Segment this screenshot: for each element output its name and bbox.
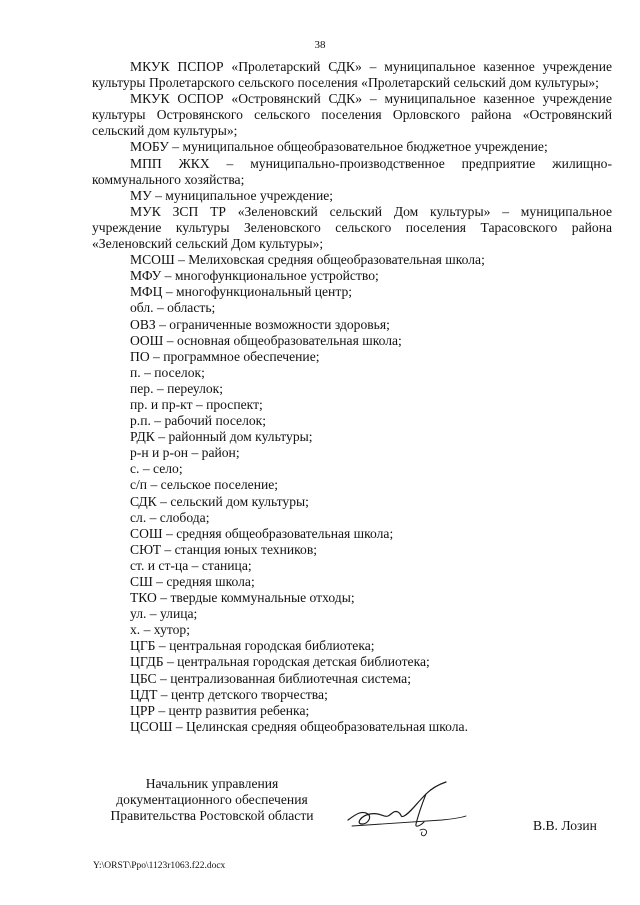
abbreviation-entry: СДК – сельский дом культуры; xyxy=(130,493,309,509)
abbreviation-entry: ул. – улица; xyxy=(130,606,198,622)
abbreviation-entry: ЦГБ – центральная городская библиотека; xyxy=(130,638,375,654)
signatory-name: В.В. Лозин xyxy=(533,818,597,833)
signatory-position-line: Правительства Ростовской области xyxy=(110,808,314,824)
page-number: 38 xyxy=(314,39,326,51)
abbreviation-entry: ЦСОШ – Целинская средняя общеобразовательная школа. xyxy=(130,718,468,734)
abbreviation-entry: ОВЗ – ограниченные возможности здоровья; xyxy=(130,316,390,332)
abbreviation-entry: ООШ – основная общеобразовательная школа; xyxy=(130,332,402,348)
signature-block xyxy=(92,776,612,846)
abbreviations-list xyxy=(92,59,612,735)
abbreviation-entry: МКУК ОСПОР «Островянский СДК» – муниципальное казенное учреждение культуры Островянского сельского поселения Орловского района «Островянский сельский дом культуры»; xyxy=(92,91,612,139)
abbreviation-entry: х. – хутор; xyxy=(130,622,190,638)
abbreviation-entry: обл. – область; xyxy=(130,300,216,316)
abbreviation-entry: ТКО – твердые коммунальные отходы; xyxy=(130,590,355,606)
abbreviation-entry: р.п. – рабочий поселок; xyxy=(130,413,267,429)
abbreviation-entry: МФЦ – многофункциональный центр; xyxy=(130,284,353,300)
abbreviation-entry: МФУ – многофункциональное устройство; xyxy=(130,268,379,284)
abbreviation-entry: с. – село; xyxy=(130,461,183,477)
signatory-position xyxy=(92,776,332,824)
abbreviation-entry: ЦБС – централизованная библиотечная система; xyxy=(130,670,411,686)
abbreviation-entry: ЦРР – центр развития ребенка; xyxy=(130,702,310,718)
abbreviation-entry: СШ – средняя школа; xyxy=(130,574,255,589)
abbreviation-entry: ст. и ст-ца – станица; xyxy=(130,557,252,573)
abbreviation-entry: с/п – сельское поселение; xyxy=(130,477,279,493)
abbreviation-entry: сл. – слобода; xyxy=(130,509,210,525)
abbreviation-entry: СЮТ – станция юных техников; xyxy=(130,541,318,557)
abbreviation-entry: МУК ЗСП ТР «Зеленовский сельский Дом культуры» – муниципальное учреждение культуры Зеленовского сельского поселения Тарасовского района «Зеленовский сельский Дом культуры»; xyxy=(92,203,612,252)
abbreviation-entry: ЦДТ – центр детского творчества; xyxy=(130,686,328,702)
abbreviation-entry: пр. и пр-кт – проспект; xyxy=(130,396,263,412)
abbreviation-entry: ПО – программное обеспечение; xyxy=(130,348,320,364)
abbreviation-entry: СОШ – средняя общеобразовательная школа; xyxy=(130,525,394,541)
abbreviation-entry: пер. – переулок; xyxy=(130,380,224,396)
abbreviation-entry: р-н и р-он – район; xyxy=(130,445,240,461)
abbreviation-entry: п. – поселок; xyxy=(130,364,205,380)
abbreviation-entry: МПП ЖКХ – муниципально-производственное предприятие жилищно-коммунального хозяйства; xyxy=(92,155,612,187)
abbreviation-entry: МОБУ – муниципальное общеобразовательное бюджетное учреждение; xyxy=(130,139,548,155)
abbreviation-entry: МКУК ПСПОР «Пролетарский СДК» – муниципальное казенное учреждение культуры Пролетарского сельского поселения «Пролетарский сельский дом культуры»; xyxy=(92,59,612,91)
abbreviation-entry: ЦГДБ – центральная городская детская библиотека; xyxy=(130,654,430,670)
signatory-position-line: Начальник управления xyxy=(145,776,279,791)
signatory-position-line: документационного обеспечения xyxy=(116,792,308,808)
handwritten-signature-icon xyxy=(342,780,472,840)
abbreviation-entry: МУ – муниципальное учреждение; xyxy=(130,187,334,203)
abbreviation-entry: РДК – районный дом культуры; xyxy=(130,429,313,445)
abbreviation-entry: МСОШ – Мелиховская средняя общеобразовательная школа; xyxy=(130,252,485,268)
file-path: Y:\ORST\Ppo\1123r1063.f22.docx xyxy=(93,861,226,871)
